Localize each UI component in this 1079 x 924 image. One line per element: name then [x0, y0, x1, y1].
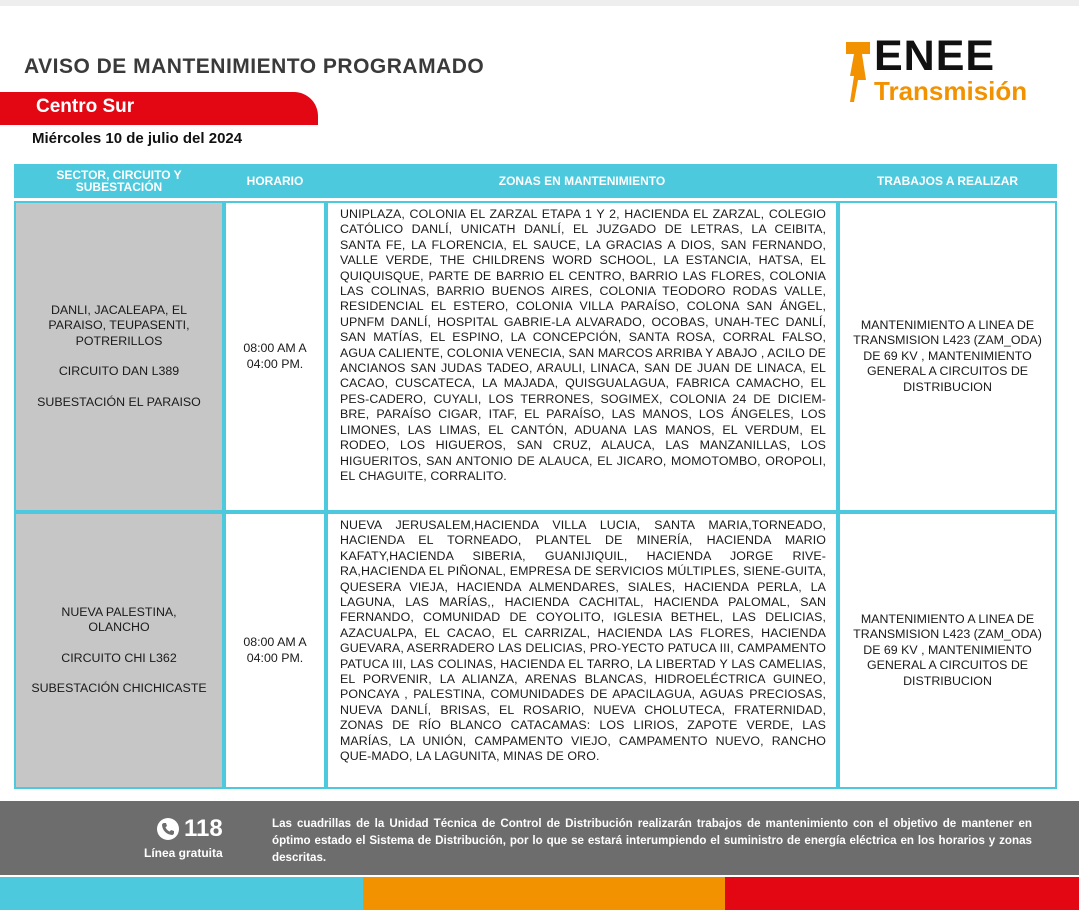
phone-label: Línea gratuita: [144, 846, 223, 860]
phone-number[interactable]: 118: [184, 815, 223, 842]
table-row: [14, 201, 1057, 512]
sector-name: DANLI, JACALEAPA, EL PARAISO, TEUPASENTI, POTRERILLOS: [48, 302, 190, 348]
sector-name: NUEVA PALESTINA, OLANCHO: [61, 604, 177, 635]
header-sector-line2: SUBESTACIÓN: [75, 180, 163, 194]
hour-end: 04:00 PM.: [246, 356, 304, 371]
hour-start: 08:00 AM A: [243, 635, 307, 650]
sector-cell: [14, 512, 224, 789]
hour-start: 08:00 AM A: [243, 341, 307, 356]
phone-icon: [157, 818, 179, 840]
work-cell: MANTENIMIENTO A LINEA DE TRANSMISION L423 (ZAM_ODA) DE 69 KV , MANTENIMIENTO GENERAL A CIRCUITOS DE DISTRIBUCION: [838, 201, 1057, 512]
tower-icon: [844, 36, 874, 102]
color-band-cyan: [0, 877, 363, 910]
page-title: AVISO DE MANTENIMIENTO PROGRAMADO: [24, 55, 485, 78]
logo-enee-text: ENEE: [874, 32, 996, 80]
table-row: [14, 512, 1057, 789]
header-work: TRABAJOS A REALIZAR: [876, 174, 1019, 188]
color-band-red: [725, 877, 1079, 910]
circuit-name: CIRCUITO CHI L362: [61, 650, 177, 665]
header-hour: HORARIO: [246, 174, 304, 188]
header-sector-line1: SECTOR, CIRCUITO Y: [56, 168, 182, 182]
work-cell: MANTENIMIENTO A LINEA DE TRANSMISION L423 (ZAM_ODA) DE 69 KV , MANTENIMIENTO GENERAL A CIRCUITOS DE DISTRIBUCION: [838, 512, 1057, 789]
table-header: [14, 164, 1057, 198]
hour-cell: [224, 201, 326, 512]
substation-name: SUBESTACIÓN EL PARAISO: [37, 394, 201, 409]
hour-cell: [224, 512, 326, 789]
footer-notice: Las cuadrillas de la Unidad Técnica de Control de Distribución realizarán trabajos de mantenimiento con el objetivo de mantener en óptimo estado el Sistema de Distribución, por lo que se estará interumpiendo el suministro de energía eléctrica en los horarios y zonas descritas.: [272, 817, 1032, 864]
sector-cell: [14, 201, 224, 512]
region-label: Centro Sur: [36, 96, 135, 117]
top-strip: [0, 0, 1079, 6]
color-band-orange: [363, 877, 725, 910]
substation-name: SUBESTACIÓN CHICHICASTE: [31, 680, 207, 695]
circuit-name: CIRCUITO DAN L389: [58, 364, 180, 379]
date-label: Miércoles 10 de julio del 2024: [32, 130, 243, 147]
header-zones: ZONAS EN MANTENIMIENTO: [498, 174, 666, 188]
enee-logo: [844, 32, 1054, 108]
logo-transmision-text: Transmisión: [874, 76, 1028, 106]
header-sector: [14, 164, 224, 198]
hour-end: 04:00 PM.: [246, 650, 304, 665]
zones-cell: NUEVA JERUSALEM,HACIENDA VILLA LUCIA, SANTA MARIA,TORNEADO, HACIENDA EL TORNEADO, PLANTEL DE MINERÍA, HACIENDA MARIO KAFATY,HACIENDA SIBERIA, GUANIJIQUIL, HACIENDA JORGE RIVE-RA,HACIENDA EL PIÑONAL, EMPRESA DE SERVICIOS MÚLTIPLES, SIENE-GUITA, QUESERA VIEJA, HACIENDA ALMENDARES, SIALES, HACIENDA PERLA, LA LAGUNA, LAS MARÍAS,, HACIENDA CACHITAL, HACIENDA PALOMAL, SAN FERNANDO, COMUNIDAD DE COYOLITO, IGLESIA BETHEL, LAS DELICIAS, AZACUALPA, EL CACAO, EL CARRIZAL, HACIENDA LAS FLORES, HACIENDA GUEVARA, ASERRADERO LAS DELICIAS, PRO-YECTO PATUCA III, CAMPAMENTO PATUCA III, LAS COLINAS, HACIENDA EL TARRO, LA LIBERTAD Y LAS CAMELIAS, EL PORVENIR, LA ALIANZA, ARENAS BLANCAS, HIDROELÉCTRICA GUINEO, PONCAYA , PALESTINA, COMUNIDADES DE APACILAGUA, AGUAS PRECIOSAS, NUEVA DANLÍ, BRISAS, EL ROSARIO, NUEVA CHOLUTECA, FRATERNIDAD, ZONAS DE RÍO BLANCO CATACAMAS: LOS LIRIOS, ZAPOTE VERDE, LAS MARÍAS, LA UNIÓN, CAMPAMENTO VIEJO, CAMPAMENTO NUEVO, RANCHO QUE-MADO, LA LAGUNITA, MINAS DE ORO.: [326, 512, 838, 789]
zones-cell: UNIPLAZA, COLONIA EL ZARZAL ETAPA 1 Y 2, HACIENDA EL ZARZAL, COLEGIO CATÓLICO DANLÍ, UNICATH DANLÍ, EL JUZGADO DE LETRAS, LA CEIBITA, SANTA FE, LA FLORENCIA, EL SAUCE, LA GRACIAS A DIOS, SAN FERNANDO, VALLE VERDE, THE CHILDRENS WORD SCHOOL, LA ESTANCIA, HATSA, EL QUIQUISQUE, PARTE DE BARRIO EL CENTRO, BARRIO LAS FLORES, COLONIA LAS COLINAS, BARRIO BUENOS AIRES, COLONIA TEODORO RODAS VALLE, RESIDENCIAL EL ESTERO, COLONIA VILLA PARAÍSO, COLONA SAN ÁNGEL, UPNFM DANLÍ, HOSPITAL GABRIE-LA ALVARADO, OCOBAS, UNAH-TEC DANLÍ, SAN MATÍAS, EL ESPINO, LA CONCEPCIÓN, SANTA ROSA, CORRAL FALSO, AGUA CALIENTE, COLONIA VENECIA, SAN MARCOS ARRIBA Y ABAJO , ACILO DE ANCIANOS SAN JUDAS TADEO, ARAULI, LINACA, SAN DE JUAN DE LINACA, EL CACAO, CUSCATECA, LA MAJADA, QUISGUALAGUA, FABRICA CAMACHO, EL PES-CADERO, CUYALI, LOS TERRONES, SOGIMEX, COLONIA 24 DE DICIEM-BRE, PARAÍSO CIGAR, ITAF, EL PARAÍSO, LAS MANOS, LOS ÁNGELES, LOS LIMONES, LAS LIMAS, EL CANTÓN, ADUANA LAS MANOS, EL VERDUM, EL RODEO, LOS HIGUEROS, SAN CRUZ, ALAUCA, LAS MANZANILLAS, LOS HIGUERITOS, SAN ANTONIO DE ALAUCA, EL JICARO, MOMOTOMBO, OROPOLI, EL CHAGUITE, CORRALITO.: [326, 201, 838, 512]
